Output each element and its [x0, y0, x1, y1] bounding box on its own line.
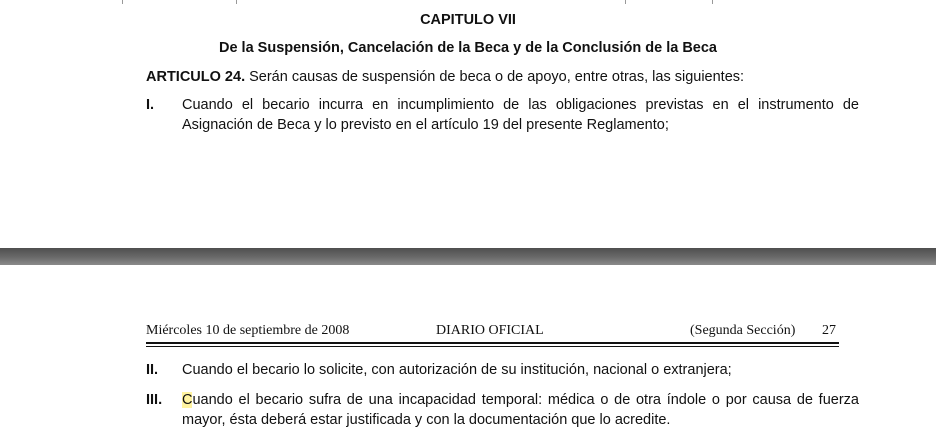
page-edge-mark [625, 0, 626, 4]
chapter-subtitle: De la Suspensión, Cancelación de la Beca y de la Conclusión de la Beca [218, 40, 717, 56]
header-publication: DIARIO OFICIAL [436, 323, 544, 338]
numeral-i: I. [146, 97, 155, 113]
header-date: Miércoles 10 de septiembre de 2008 [146, 323, 350, 338]
page-separator [0, 248, 936, 265]
page-edge-mark [122, 0, 123, 4]
header-page-number: 27 [822, 323, 836, 338]
chapter-heading: CAPITULO VII [420, 12, 516, 28]
header-section: (Segunda Sección) [690, 323, 796, 338]
article-text: Serán causas de suspensión de beca o de apoyo, entre otras, las siguientes: [245, 69, 745, 85]
page-header [146, 323, 839, 343]
header-rule-thick [146, 342, 839, 344]
item-iii-text-rest: uando el becario sufra de una incapacidad temporal: médica o de otra índole o por causa de fuerza mayor, ésta deberá estar justificada y con la documentación que lo acredite. [182, 392, 859, 428]
page-edge-mark [712, 0, 713, 4]
item-ii-text: Cuando el becario lo solicite, con autorización de su institución, nacional o extranjera; [182, 362, 732, 378]
item-iii-text [182, 390, 859, 430]
page-edge-mark [236, 0, 237, 4]
item-i-text: Cuando el becario incurra en incumplimiento de las obligaciones previstas en el instrumento de Asignación de Beca y lo previsto en el artículo 19 del presente Reglamento; [182, 97, 859, 133]
numeral-iii: III. [146, 392, 163, 408]
header-rule-thin [146, 346, 839, 347]
text-cursor-highlight: C [182, 392, 193, 408]
article-label: ARTICULO 24. [146, 69, 246, 85]
article-24-paragraph [146, 67, 846, 87]
numeral-ii: II. [146, 362, 159, 378]
